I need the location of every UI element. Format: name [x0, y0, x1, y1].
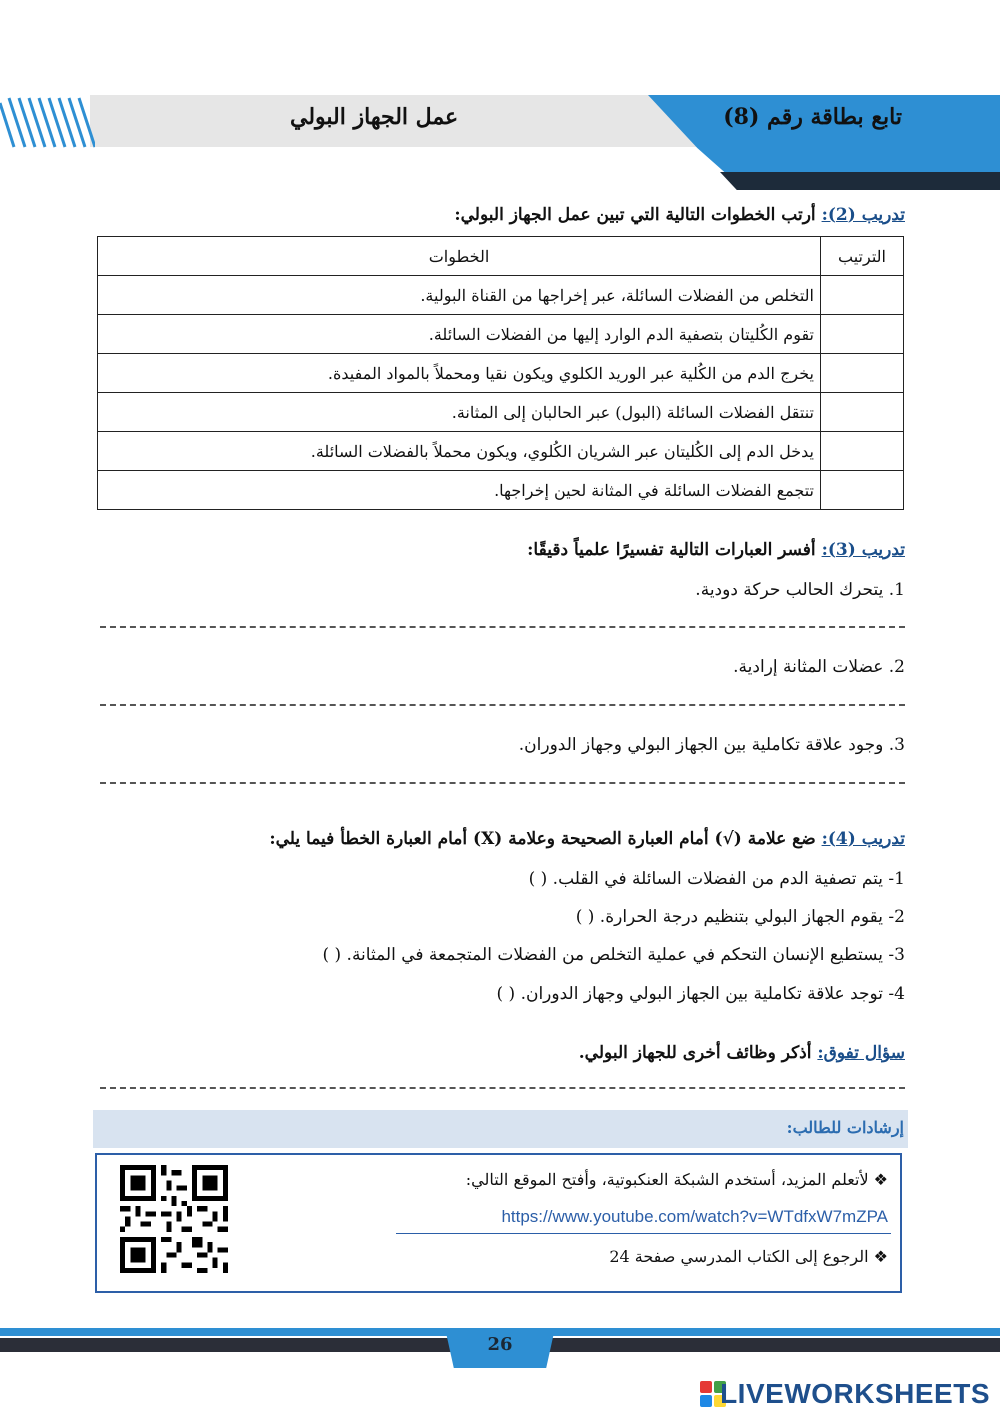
excellence-heading	[579, 1043, 905, 1063]
table-row	[98, 354, 904, 393]
youtube-link[interactable]: https://www.youtube.com/watch?v=WTdfxW7mZPA	[501, 1207, 888, 1226]
exercise4-item-3[interactable]: 3- يستطيع الإنسان التحكم في عملية التخلص من الفضلات المتجمعة في المثانة. ( )	[322, 945, 905, 965]
excellence-label: سؤال تفوق:	[817, 1043, 905, 1063]
guidance-line-2: ❖ الرجوع إلى الكتاب المدرسي صفحة 24	[609, 1247, 888, 1266]
exercise3-item-3: 3. وجود علاقة تكاملية بين الجهاز البولي وجهاز الدوران.	[518, 735, 905, 755]
exercise2-heading	[454, 205, 905, 225]
exercise2-label: تدريب (2):	[821, 205, 905, 225]
exercise4-heading	[269, 829, 905, 849]
qr-code-icon[interactable]	[120, 1165, 228, 1273]
table-row	[98, 393, 904, 432]
col-order-header: الترتيب	[821, 237, 904, 276]
answer-line-excellence[interactable]	[100, 1087, 905, 1089]
table-header-row	[98, 237, 904, 276]
answer-line-3[interactable]	[100, 782, 905, 784]
step-text: التخلص من الفضلات السائلة، عبر إخراجها من القناة البولية.	[98, 276, 821, 315]
guidance-line-1: ❖ لأتعلم المزيد، أستخدم الشبكة العنكبوتية، وأفتح الموقع التالي:	[465, 1170, 888, 1189]
table-row	[98, 432, 904, 471]
exercise4-text: ضع علامة (√) أمام العبارة الصحيحة وعلامة (X) أمام العبارة الخطأ فيما يلي:	[269, 829, 822, 849]
exercise4-item-2[interactable]: 2- يقوم الجهاز البولي بتنظيم درجة الحرارة. ( )	[575, 907, 905, 927]
exercise4-item-1[interactable]: 1- يتم تصفية الدم من الفضلات السائلة في القلب. ( )	[528, 869, 905, 889]
exercise3-item-2: 2. عضلات المثانة إرادية.	[733, 657, 905, 677]
order-input-cell[interactable]	[821, 276, 904, 315]
header-dark-strip	[720, 172, 1000, 190]
table-row	[98, 471, 904, 510]
header-stripes-decoration	[0, 95, 95, 150]
order-input-cell[interactable]	[821, 393, 904, 432]
exercise4-item-4[interactable]: 4- توجد علاقة تكاملية بين الجهاز البولي وجهاز الدوران. ( )	[496, 984, 905, 1004]
answer-line-2[interactable]	[100, 704, 905, 706]
page-number: 26	[487, 1334, 513, 1355]
step-text: تنتقل الفضلات السائلة (البول) عبر الحالبان إلى المثانة.	[98, 393, 821, 432]
exercise3-label: تدريب (3):	[821, 540, 905, 560]
exercise4-label: تدريب (4):	[821, 829, 905, 849]
excellence-text: أذكر وظائف أخرى للجهاز البولي.	[578, 1043, 818, 1063]
exercise3-item-1: 1. يتحرك الحالب حركة دودية.	[695, 580, 905, 600]
topic-title: عمل الجهاز البولي	[290, 104, 459, 130]
step-text: تتجمع الفضلات السائلة في المثانة لحين إخراجها.	[98, 471, 821, 510]
table-row	[98, 276, 904, 315]
step-text: يدخل الدم إلى الكُليتان عبر الشريان الكُلوي، ويكون محملاً بالفضلات السائلة.	[98, 432, 821, 471]
guidance-title: إرشادات للطالب:	[786, 1118, 904, 1137]
col-steps-header: الخطوات	[98, 237, 821, 276]
exercise2-text: أرتب الخطوات التالية التي تبين عمل الجهاز البولي:	[454, 205, 822, 225]
link-underline	[396, 1233, 891, 1234]
brand-name[interactable]: LIVEWORKSHEETS	[720, 1378, 990, 1409]
steps-table	[97, 236, 904, 510]
table-row	[98, 315, 904, 354]
exercise3-text: أفسر العبارات التالية تفسيرًا علمياً دقيقًا:	[527, 540, 822, 560]
order-input-cell[interactable]	[821, 354, 904, 393]
order-input-cell[interactable]	[821, 471, 904, 510]
answer-line-1[interactable]	[100, 626, 905, 628]
order-input-cell[interactable]	[821, 432, 904, 471]
card-title: تابع بطاقة رقم (8)	[723, 104, 902, 130]
order-input-cell[interactable]	[821, 315, 904, 354]
step-text: يخرج الدم من الكُلية عبر الوريد الكلوي ويكون نقيا ومحملاً بالمواد المفيدة.	[98, 354, 821, 393]
step-text: تقوم الكُليتان بتصفية الدم الوارد إليها من الفضلات السائلة.	[98, 315, 821, 354]
exercise3-heading	[527, 540, 905, 560]
